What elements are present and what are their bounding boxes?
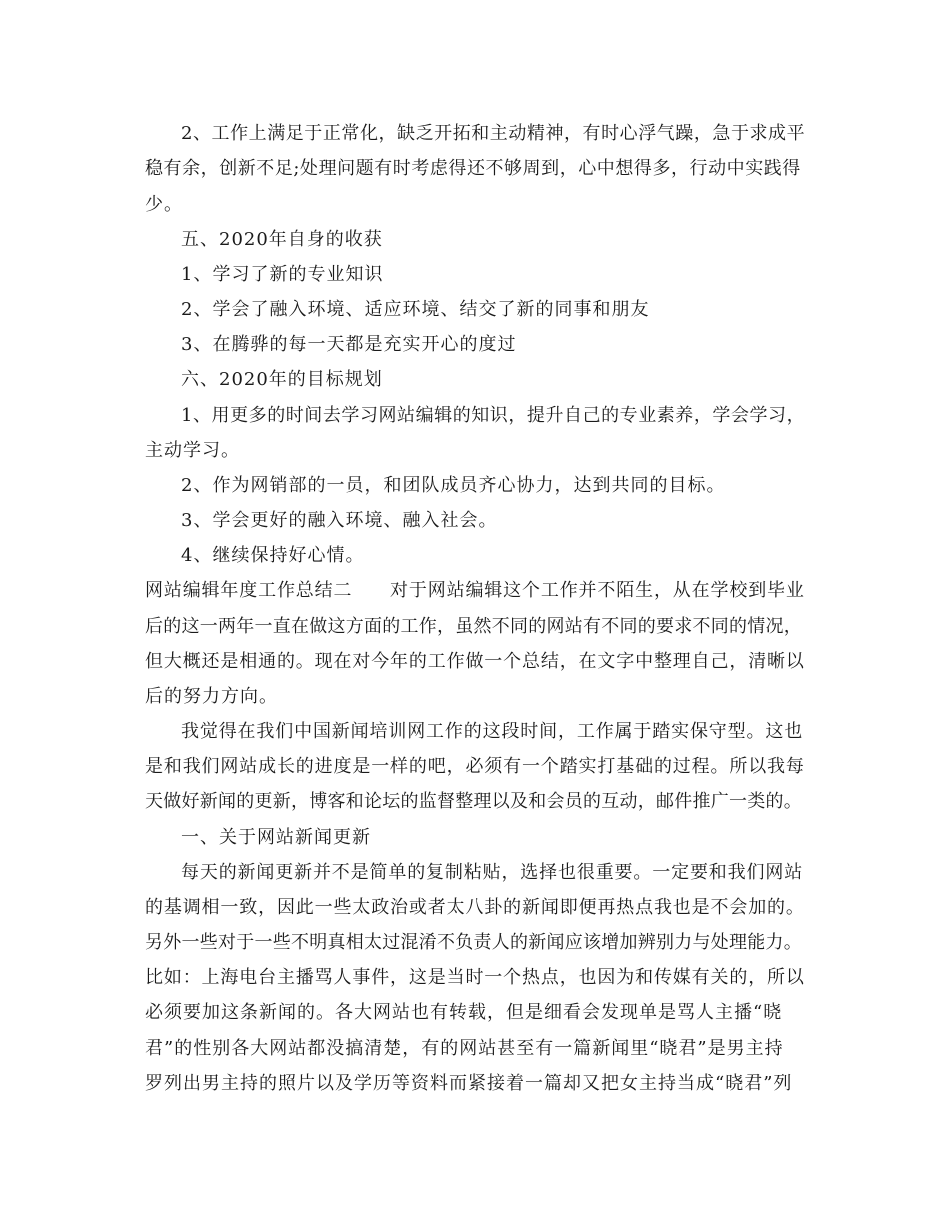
list-item: 1、用更多的时间去学习网站编辑的知识，提升自己的专业素养，学会学习， [181, 405, 806, 426]
paragraph-line: 少。 [145, 194, 183, 215]
paragraph-line: 2、工作上满足于正常化，缺乏开拓和主动精神，有时心浮气躁，急于求成平 [181, 123, 806, 144]
paragraph-line: 我觉得在我们中国新闻培训网工作的这段时间，工作属于踏实保守型。这也 [181, 721, 804, 742]
paragraph-line: 比如：上海电台主播骂人事件，这是当时一个热点，也因为和传媒有关的，所以 [145, 967, 805, 988]
list-item: 3、学会更好的融入环境、融入社会。 [181, 510, 498, 531]
paragraph-line: 必须要加这条新闻的。各大网站也有转载，但是细看会发现单是骂人主播“晓 [145, 1002, 783, 1023]
paragraph-line: 天做好新闻的更新，博客和论坛的监督整理以及和会员的互动，邮件推广一类的。 [145, 791, 802, 812]
paragraph-line: 后的努力方向。 [145, 686, 278, 707]
paragraph-line: 罗列出男主持的照片以及学历等资料而紧接着一篇却又把女主持当成“晓君”列 [145, 1073, 793, 1094]
paragraph-line: 后的这一两年一直在做这方面的工作，虽然不同的网站有不同的要求不同的情况， [145, 616, 802, 637]
article-title-line: 网站编辑年度工作总结二 对于网站编辑这个工作并不陌生，从在学校到毕业 [145, 580, 805, 601]
section-heading: 五、2020年自身的收获 [181, 229, 383, 250]
list-item: 1、学习了新的专业知识 [181, 264, 384, 285]
paragraph-line: 另外一些对于一些不明真相太过混淆不负责人的新闻应该增加辨别力与处理能力。 [145, 932, 802, 953]
section-heading: 一、关于网站新闻更新 [181, 827, 371, 848]
paragraph-line: 是和我们网站成长的进度是一样的吧，必须有一个踏实打基础的过程。所以我每 [145, 756, 805, 777]
list-item: 3、在腾骅的每一天都是充实开心的度过 [181, 334, 517, 355]
list-item: 2、学会了融入环境、适应环境、结交了新的同事和朋友 [181, 299, 650, 320]
section-heading: 六、2020年的目标规划 [181, 369, 383, 390]
paragraph-line: 稳有余，创新不足;处理问题有时考虑得还不够周到，心中想得多，行动中实践得 [145, 158, 801, 179]
paragraph-line: 君”的性别各大网站都没搞清楚，有的网站甚至有一篇新闻里“晓君”是男主持 [145, 1038, 784, 1059]
paragraph-line: 的基调相一致，因此一些太政治或者太八卦的新闻即便再热点我也是不会加的。 [145, 897, 805, 918]
paragraph-line: 每天的新闻更新并不是简单的复制粘贴，选择也很重要。一定要和我们网站 [181, 862, 804, 883]
list-item-continuation: 主动学习。 [145, 440, 240, 461]
list-item: 4、继续保持好心情。 [181, 545, 365, 566]
paragraph-line: 但大概还是相通的。现在对今年的工作做一个总结，在文字中整理自己，清晰以 [145, 651, 805, 672]
list-item: 2、作为网销部的一员，和团队成员齐心协力，达到共同的目标。 [181, 475, 726, 496]
